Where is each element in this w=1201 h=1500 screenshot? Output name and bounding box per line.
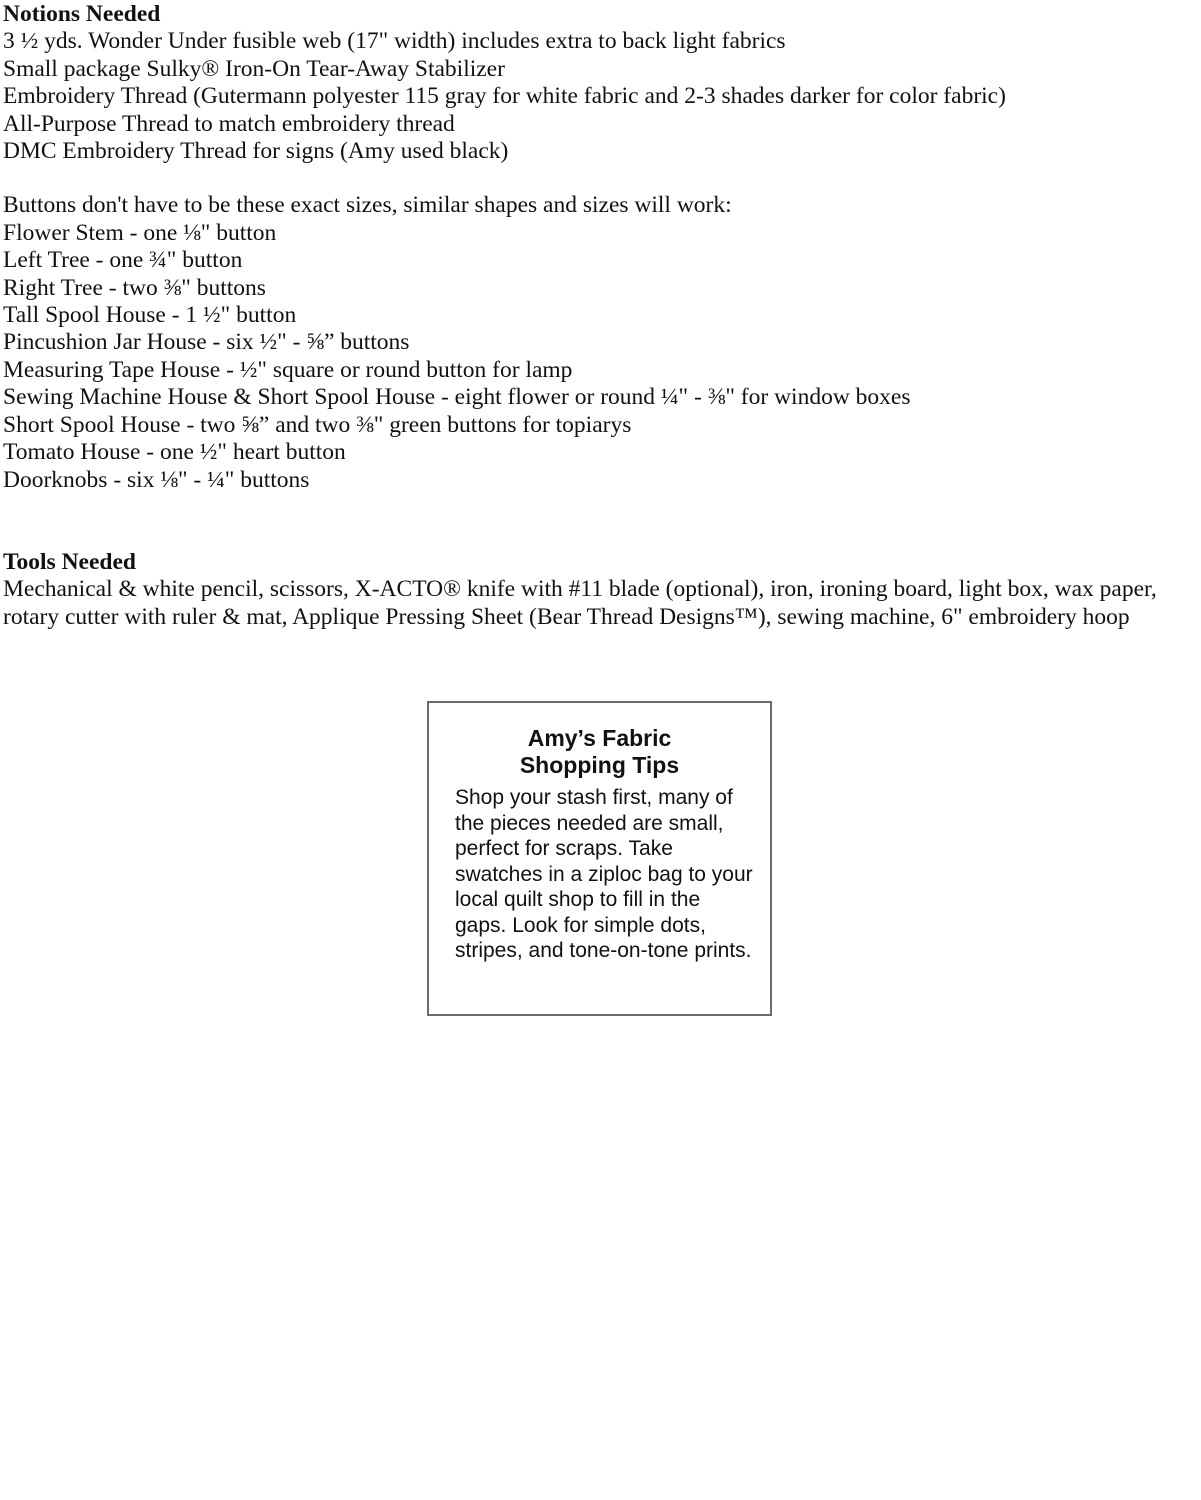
- tips-title-line: Shopping Tips: [519, 752, 680, 778]
- button-item: Pincushion Jar House - six ½" - ⅝” buttons: [3, 329, 410, 356]
- tips-body: Shop your stash first, many of the pieces needed are small, perfect for scraps. Take swatches in a ziploc bag to your local quilt shop to fill in the gaps. Look for simple dots, stripes, and tone-on-tone prints.: [455, 786, 753, 962]
- tools-text: Mechanical & white pencil, scissors, X-ACTO® knife with #11 blade (optional), iron, ironing board, light box, wax paper, rotary cutter with ruler & mat, Applique Pressing Sheet (Bear Thread Designs™), sewing machine, 6" embroidery hoop: [3, 576, 1157, 630]
- notions-item: Small package Sulky® Iron-On Tear-Away Stabilizer: [3, 55, 505, 82]
- notions-heading: Notions Needed: [3, 1, 161, 27]
- notions-item: All-Purpose Thread to match embroidery thread: [3, 110, 455, 137]
- button-item: Doorknobs - six ⅛" - ¼" buttons: [3, 466, 310, 493]
- shopping-tips-box: [427, 701, 772, 1016]
- button-item: Short Spool House - two ⅝” and two ⅜" green buttons for topiarys: [3, 411, 632, 438]
- tools-heading: Tools Needed: [3, 548, 136, 575]
- button-item: Sewing Machine House & Short Spool House - eight flower or round ¼" - ⅜" for window boxes: [3, 384, 911, 411]
- tips-title: [429, 725, 770, 779]
- button-item: Tall Spool House - 1 ½" button: [3, 302, 297, 329]
- notions-item: DMC Embroidery Thread for signs (Amy used black): [3, 138, 509, 165]
- spacer: [3, 165, 1193, 192]
- button-item: Left Tree - one ¾" button: [3, 247, 243, 274]
- button-item: Measuring Tape House - ½" square or round button for lamp: [3, 356, 573, 383]
- button-item: Right Tree - two ⅜" buttons: [3, 274, 266, 301]
- button-item: Flower Stem - one ⅛" button: [3, 219, 277, 246]
- notions-item: 3 ½ yds. Wonder Under fusible web (17" width) includes extra to back light fabrics: [3, 28, 786, 55]
- document-body: [3, 1, 1193, 631]
- spacer: [3, 494, 1193, 549]
- buttons-intro: Buttons don't have to be these exact sizes, similar shapes and sizes will work:: [3, 192, 732, 219]
- button-item: Tomato House - one ½" heart button: [3, 439, 346, 466]
- notions-item: Embroidery Thread (Gutermann polyester 115 gray for white fabric and 2-3 shades darker for color fabric): [3, 83, 1006, 110]
- tips-title-line: Amy’s Fabric: [527, 725, 672, 751]
